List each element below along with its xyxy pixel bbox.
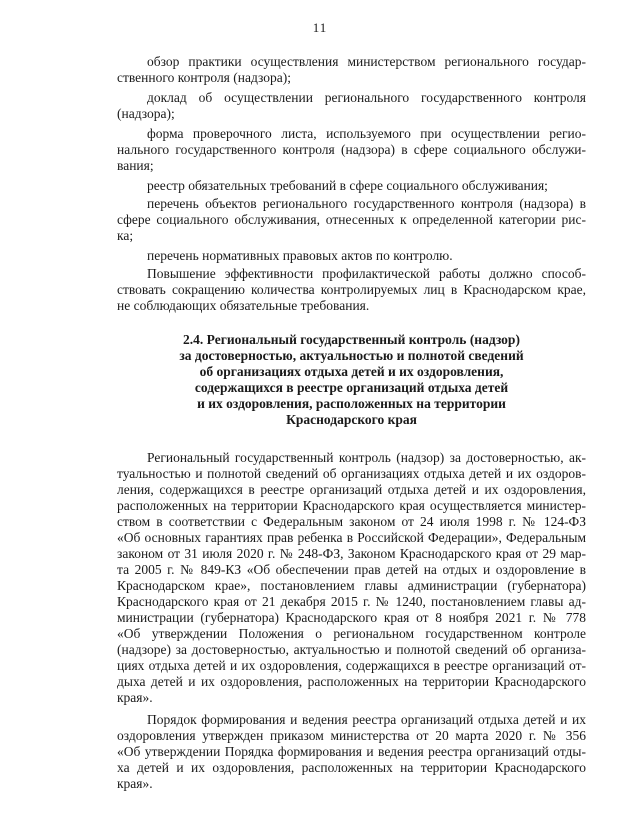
paragraph-text: Порядок формирования и ведения реестра организаций отдыха детей и их [147,712,586,727]
paragraph-text: законом от 31 июля 2020 г. № 248-ФЗ, Законом Краснодарского края от 29 мар- [117,546,586,561]
list-item-text: реестр обязательных требований в сфере социального обслуживания; [147,178,548,193]
list-item-text: (надзора); [117,106,175,121]
paragraph-text: та 2005 г. № 849-КЗ «Об обеспечении прав детей на отдых и оздоровление в [117,562,586,577]
paragraph-text: дыха детей и их оздоровления, расположенных на территории Краснодарского [117,674,586,689]
paragraph-text: «Об утверждении Порядка формирования и ведения реестра организаций отды- [117,744,586,759]
section-heading: 2.4. Региональный государственный контроль (надзор) [183,332,520,347]
paragraph-text: циях отдыха детей и их оздоровления, содержащихся в реестре организаций от- [117,658,586,673]
list-item-text: перечень нормативных правовых актов по контролю. [147,248,453,263]
section-heading: об организациях отдыха детей и их оздоровления, [199,364,504,379]
paragraph-text: министрации (губернатора) Краснодарского края от 8 ноября 2021 г. № 778 [117,610,586,625]
paragraph-text: ством в соответствии с Федеральным законом от 24 июля 1998 г. № 124-ФЗ [117,514,586,529]
list-item-text: нального государственного контроля (надзора) в сфере социального обслужи- [117,142,586,157]
paragraph-text: (надзоре) за достоверностью, актуальностью и полнотой сведений об организа- [117,642,586,657]
paragraph-text: Краснодарском крае», постановлением главы администрации (губернатора) [117,578,586,593]
summary-text: Повышение эффективности профилактической работы должно способ- [147,266,586,281]
section-heading: Краснодарского края [286,412,417,427]
list-item-text: форма проверочного листа, используемого при осуществлении регио- [147,126,586,141]
paragraph-text: расположенных на территории Краснодарского края осуществляется министер- [117,498,586,513]
list-item-text: ка; [117,228,134,243]
paragraph-text: края». [117,776,153,791]
list-item-text: доклад об осуществлении регионального государственного контроля [147,90,586,105]
paragraph-text: туальностью и полнотой сведений об организациях отдыха детей и их оздоров- [117,466,586,481]
paragraph-text: Краснодарского края от 21 декабря 2015 г. № 1240, постановлением главы ад- [117,594,586,609]
page-number: 11 [312,20,328,35]
paragraph-text: Региональный государственный контроль (надзор) за достоверностью, ак- [147,450,586,465]
paragraph-text: оздоровления утвержден приказом министерства от 20 марта 2020 г. № 356 [117,728,586,743]
list-item-text: сфере социального обслуживания, отнесенных к определенной категории рис- [117,212,586,227]
paragraph-text: «Об утверждении Положения о региональном государственном контроле [117,626,586,641]
paragraph-text: края». [117,690,153,705]
list-item-text: ственного контроля (надзора); [117,70,291,85]
summary-text: ствовать сокращению количества контролируемых лиц в Краснодарском крае, [117,282,586,297]
paragraph-text: «Об основных гарантиях прав ребенка в Российской Федерации», Федеральным [117,530,586,545]
list-item-text: обзор практики осуществления министерством регионального государ- [147,54,586,69]
section-heading: и их оздоровления, расположенных на территории [197,396,506,411]
list-item-text: вания; [117,158,154,173]
list-item-text: перечень объектов регионального государственного контроля (надзора) в [147,196,586,211]
paragraph-text: ха детей и их оздоровления, расположенных на территории Краснодарского [117,760,586,775]
summary-text: не соблюдающих обязательные требования. [117,298,370,313]
paragraph-text: ления, содержащихся в реестре организаций отдыха детей и их оздоровления, [117,482,586,497]
section-heading: содержащихся в реестре организаций отдыха детей [194,380,509,395]
section-heading: за достоверностью, актуальностью и полнотой сведений [179,348,524,363]
